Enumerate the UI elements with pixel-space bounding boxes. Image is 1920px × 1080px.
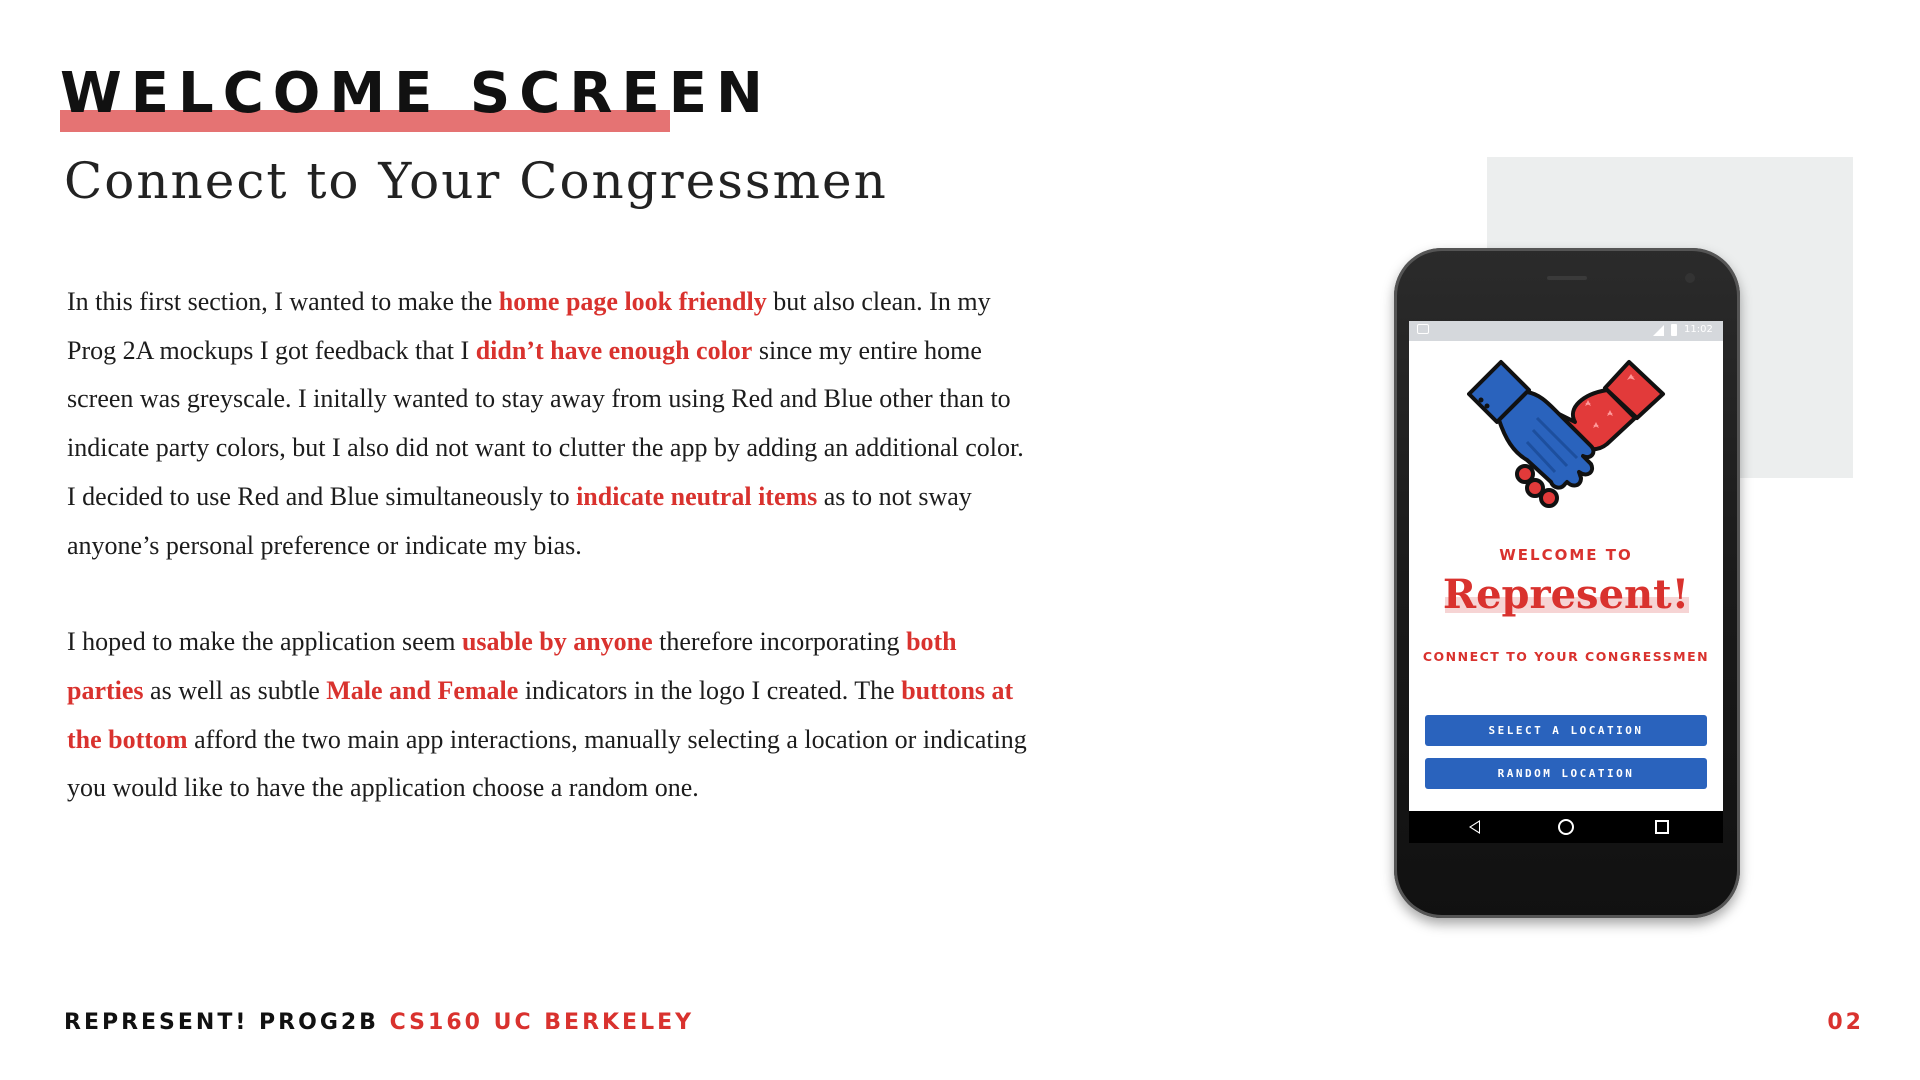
status-bar xyxy=(1409,321,1723,341)
slide-subtitle: Connect to Your Congressmen xyxy=(64,152,888,210)
highlighted-phrase: both parties xyxy=(67,627,957,705)
select-location-button[interactable]: SELECT A LOCATION xyxy=(1425,715,1707,746)
footer-project-name: REPRESENT! PROG2B xyxy=(64,1010,379,1035)
app-tagline: CONNECT TO YOUR CONGRESSMEN xyxy=(1422,649,1710,664)
highlighted-phrase: home page look friendly xyxy=(498,287,767,316)
text-run: I hoped to make the application seem xyxy=(67,627,462,657)
speaker-grille xyxy=(1547,276,1587,280)
paragraph-color-choice xyxy=(67,278,1027,570)
recent-apps-icon[interactable] xyxy=(1655,820,1669,834)
welcome-to-label: WELCOME TO xyxy=(1499,546,1633,564)
signal-icon xyxy=(1653,325,1664,336)
notification-icon xyxy=(1417,324,1429,334)
text-run: indicators in the logo I created. The xyxy=(518,675,902,705)
android-nav-bar xyxy=(1409,811,1723,843)
phone-mockup xyxy=(1394,248,1740,918)
highlighted-phrase: buttons at the bottom xyxy=(67,675,1014,754)
battery-icon xyxy=(1671,324,1677,336)
text-run: since my entire home screen was greyscale. I initally wanted to stay away from using Red and Blue other than to indicate party colors, but I also did not want to clutter the app by adding an additional color. I decided to use Red and Blue simultaneously to xyxy=(67,335,1024,511)
back-icon[interactable] xyxy=(1469,820,1480,834)
title-block xyxy=(60,62,772,126)
highlighted-phrase: didn’t have enough color xyxy=(475,335,753,365)
text-run: In this first section, I wanted to make the xyxy=(67,287,499,316)
phone-screen xyxy=(1409,321,1723,843)
text-run: but also clean. In my Prog 2A mockups I got feedback that I xyxy=(67,287,991,365)
footer-project xyxy=(64,1010,694,1035)
text-run: as to not sway anyone’s personal preference or indicate my bias. xyxy=(67,481,972,560)
body-text xyxy=(67,278,1027,813)
random-location-button[interactable]: RANDOM LOCATION xyxy=(1425,758,1707,789)
paragraph-usability xyxy=(67,618,1027,813)
status-time: 11:02 xyxy=(1684,324,1713,335)
highlighted-phrase: Male and Female xyxy=(326,675,519,705)
slide-title: WELCOME SCREEN xyxy=(60,61,772,126)
app-name: Represent! xyxy=(1442,571,1690,618)
highlighted-phrase: usable by anyone xyxy=(461,627,653,657)
text-run: afford the two main app interactions, manually selecting a location or indicating you would like to have the application choose a random one. xyxy=(67,724,1027,803)
front-camera xyxy=(1685,273,1695,283)
text-run: therefore incorporating xyxy=(652,627,907,657)
highlighted-phrase: indicate neutral items xyxy=(576,481,818,511)
page-number: 02 xyxy=(1827,1010,1864,1035)
handshake-icon xyxy=(1467,356,1667,511)
footer-course: CS160 UC BERKELEY xyxy=(389,1010,695,1035)
text-run: as well as subtle xyxy=(143,675,327,705)
home-icon[interactable] xyxy=(1558,819,1574,835)
